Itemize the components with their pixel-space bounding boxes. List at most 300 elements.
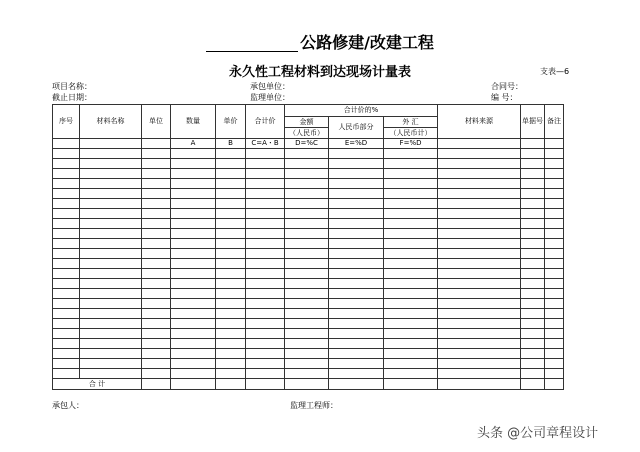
- cell: [246, 199, 285, 209]
- cell: [521, 179, 545, 189]
- table-row: [53, 309, 564, 319]
- cell: [285, 239, 329, 249]
- cell: [80, 359, 142, 369]
- cell: [171, 269, 216, 279]
- cell: [80, 179, 142, 189]
- cell: [246, 149, 285, 159]
- cell: [545, 309, 564, 319]
- cell: [438, 349, 521, 359]
- cell: [285, 219, 329, 229]
- cell: [545, 359, 564, 369]
- cell: [438, 259, 521, 269]
- cell: [545, 189, 564, 199]
- cell: [53, 239, 80, 249]
- cell: [545, 149, 564, 159]
- cell: [80, 299, 142, 309]
- title-blank-line: [206, 36, 298, 52]
- cell: [329, 199, 384, 209]
- cell: [246, 169, 285, 179]
- cell: [246, 269, 285, 279]
- cell: [285, 169, 329, 179]
- cell: [142, 379, 171, 390]
- cell: [142, 189, 171, 199]
- cell: [216, 309, 246, 319]
- cell: [285, 259, 329, 269]
- cell: [521, 329, 545, 339]
- cell: [246, 319, 285, 329]
- cell: [285, 379, 329, 390]
- cell: [285, 349, 329, 359]
- cell: [246, 369, 285, 379]
- cell: [246, 209, 285, 219]
- cell: [142, 309, 171, 319]
- cell: [171, 249, 216, 259]
- cell: [329, 149, 384, 159]
- cell: [384, 229, 438, 239]
- cell: [285, 359, 329, 369]
- cell: [246, 379, 285, 390]
- cell: [384, 149, 438, 159]
- cell: [216, 339, 246, 349]
- header-material-source: 材料来源: [438, 105, 521, 139]
- cell: [53, 279, 80, 289]
- cell: [171, 379, 216, 390]
- cell: [384, 219, 438, 229]
- table-row: [53, 269, 564, 279]
- cell: [545, 139, 564, 149]
- cell: [329, 339, 384, 349]
- cell: [216, 319, 246, 329]
- cell: [285, 289, 329, 299]
- cell: [80, 199, 142, 209]
- cell: [329, 369, 384, 379]
- cell: [216, 179, 246, 189]
- cell: [142, 329, 171, 339]
- cell: [545, 369, 564, 379]
- cell: [329, 299, 384, 309]
- cell: [171, 239, 216, 249]
- table-row: [53, 349, 564, 359]
- cell: [142, 159, 171, 169]
- cell: [438, 139, 521, 149]
- cell: [329, 229, 384, 239]
- cell: [384, 349, 438, 359]
- cell: [216, 279, 246, 289]
- total-row: [53, 379, 564, 390]
- cell: [216, 159, 246, 169]
- cell: [384, 339, 438, 349]
- cell: [53, 159, 80, 169]
- cell: [216, 379, 246, 390]
- cell: [521, 279, 545, 289]
- cell: [285, 189, 329, 199]
- cell: [246, 339, 285, 349]
- cell: [246, 229, 285, 239]
- cell: [246, 299, 285, 309]
- cell: [216, 189, 246, 199]
- cell: [384, 249, 438, 259]
- cell: [384, 169, 438, 179]
- cell: [53, 149, 80, 159]
- cell: [438, 239, 521, 249]
- cell: [216, 289, 246, 299]
- table-row: [53, 149, 564, 159]
- cell: [171, 319, 216, 329]
- cell: [53, 269, 80, 279]
- contractor-signature: 承包人：: [52, 401, 84, 410]
- cell: [53, 369, 80, 379]
- cell: [545, 329, 564, 339]
- cell: [142, 209, 171, 219]
- table-row: [53, 179, 564, 189]
- cell: [53, 139, 80, 149]
- cell: [285, 209, 329, 219]
- cell: [545, 279, 564, 289]
- cell: [438, 159, 521, 169]
- cell: [545, 239, 564, 249]
- cell: [216, 209, 246, 219]
- header-unit-price: 单价: [216, 105, 246, 139]
- header-unit: 单位: [142, 105, 171, 139]
- cell: [171, 329, 216, 339]
- measurement-table: [52, 104, 564, 390]
- cell: [142, 319, 171, 329]
- cell: [521, 349, 545, 359]
- contractor-label: 承包单位：: [250, 82, 290, 91]
- formula-total-price: C=A・B: [246, 139, 285, 149]
- cell: [53, 219, 80, 229]
- cell: [285, 329, 329, 339]
- cell: [545, 269, 564, 279]
- header-row-1: [53, 105, 564, 117]
- cell: [384, 279, 438, 289]
- cell: [285, 309, 329, 319]
- table-row: [53, 259, 564, 269]
- cell: [521, 219, 545, 229]
- cell: [216, 349, 246, 359]
- header-amount-sub: （人民币）: [285, 128, 329, 139]
- cell: [329, 309, 384, 319]
- formula-row: [53, 139, 564, 149]
- header-remarks: 备注: [545, 105, 564, 139]
- cell: [329, 239, 384, 249]
- cell: [142, 239, 171, 249]
- formula-unit-price: B: [216, 139, 246, 149]
- cell: [285, 249, 329, 259]
- table-row: [53, 249, 564, 259]
- cell: [142, 139, 171, 149]
- table-row: [53, 339, 564, 349]
- cell: [438, 199, 521, 209]
- cell: [384, 359, 438, 369]
- cell: [80, 329, 142, 339]
- cell: [329, 349, 384, 359]
- cell: [329, 329, 384, 339]
- cell: [521, 299, 545, 309]
- table-row: [53, 319, 564, 329]
- cell: [246, 249, 285, 259]
- cell: [171, 259, 216, 269]
- cell: [329, 359, 384, 369]
- table-row: [53, 219, 564, 229]
- cell: [216, 369, 246, 379]
- table-row: [53, 159, 564, 169]
- cell: [142, 219, 171, 229]
- cell: [438, 219, 521, 229]
- cell: [384, 199, 438, 209]
- cell: [545, 219, 564, 229]
- table-row: [53, 289, 564, 299]
- cell: [142, 229, 171, 239]
- cell: [171, 179, 216, 189]
- cell: [171, 209, 216, 219]
- cell: [521, 249, 545, 259]
- cell: [384, 329, 438, 339]
- cell: [384, 159, 438, 169]
- cell: [53, 249, 80, 259]
- formula-quantity: A: [171, 139, 216, 149]
- cell: [53, 179, 80, 189]
- cell: [384, 379, 438, 390]
- cell: [216, 169, 246, 179]
- cell: [80, 209, 142, 219]
- cell: [53, 259, 80, 269]
- cell: [53, 349, 80, 359]
- cell: [285, 149, 329, 159]
- header-voucher-no: 单据号: [521, 105, 545, 139]
- cell: [80, 369, 142, 379]
- contract-no-label: 合同号：: [491, 82, 523, 91]
- cell: [285, 339, 329, 349]
- table-row: [53, 209, 564, 219]
- cell: [246, 329, 285, 339]
- cell: [80, 349, 142, 359]
- cell: [545, 349, 564, 359]
- supervisor-label: 监理单位：: [250, 93, 290, 102]
- cell: [80, 159, 142, 169]
- cell: [384, 299, 438, 309]
- header-material-name: 材料名称: [80, 105, 142, 139]
- cell: [216, 229, 246, 239]
- project-name-label: 项目名称：: [52, 82, 92, 91]
- cell: [285, 369, 329, 379]
- cell: [142, 299, 171, 309]
- cell: [438, 339, 521, 349]
- cell: [53, 309, 80, 319]
- cell: [216, 269, 246, 279]
- cell: [438, 369, 521, 379]
- cell: [246, 239, 285, 249]
- cell: [53, 199, 80, 209]
- cell: [246, 219, 285, 229]
- cell: [80, 149, 142, 159]
- cell: [53, 189, 80, 199]
- cell: [521, 359, 545, 369]
- cell: [216, 299, 246, 309]
- cell: [142, 269, 171, 279]
- cell: [545, 229, 564, 239]
- cell: [142, 179, 171, 189]
- cell: [53, 169, 80, 179]
- cell: [53, 359, 80, 369]
- total-label: 合 计: [53, 379, 142, 390]
- cell: [329, 179, 384, 189]
- cell: [171, 169, 216, 179]
- cell: [80, 289, 142, 299]
- cell: [142, 359, 171, 369]
- cell: [171, 289, 216, 299]
- cell: [438, 169, 521, 179]
- cell: [216, 259, 246, 269]
- cell: [142, 169, 171, 179]
- cell: [329, 189, 384, 199]
- cell: [285, 159, 329, 169]
- cell: [216, 249, 246, 259]
- cell: [438, 229, 521, 239]
- cell: [53, 319, 80, 329]
- cell: [285, 179, 329, 189]
- cell: [521, 379, 545, 390]
- cell: [438, 289, 521, 299]
- cell: [216, 199, 246, 209]
- cell: [142, 249, 171, 259]
- header-total-price: 合计价: [246, 105, 285, 139]
- cell: [438, 269, 521, 279]
- cell: [545, 289, 564, 299]
- table-row: [53, 189, 564, 199]
- cell: [384, 189, 438, 199]
- cell: [246, 279, 285, 289]
- cell: [545, 169, 564, 179]
- cell: [521, 319, 545, 329]
- cell: [521, 289, 545, 299]
- cell: [80, 279, 142, 289]
- cell: [521, 269, 545, 279]
- cutoff-date-label: 截止日期：: [52, 93, 92, 102]
- form-code: 支表—6: [540, 67, 570, 76]
- cell: [438, 179, 521, 189]
- cell: [384, 319, 438, 329]
- cell: [545, 209, 564, 219]
- cell: [246, 309, 285, 319]
- cell: [545, 319, 564, 329]
- cell: [80, 229, 142, 239]
- cell: [171, 349, 216, 359]
- cell: [521, 239, 545, 249]
- cell: [171, 369, 216, 379]
- cell: [329, 249, 384, 259]
- table-row: [53, 329, 564, 339]
- cell: [329, 259, 384, 269]
- cell: [285, 229, 329, 239]
- cell: [142, 259, 171, 269]
- cell: [80, 139, 142, 149]
- cell: [329, 209, 384, 219]
- cell: [329, 289, 384, 299]
- cell: [171, 149, 216, 159]
- cell: [53, 299, 80, 309]
- cell: [521, 369, 545, 379]
- cell: [545, 179, 564, 189]
- cell: [329, 219, 384, 229]
- cell: [80, 239, 142, 249]
- cell: [246, 259, 285, 269]
- table-row: [53, 229, 564, 239]
- cell: [246, 189, 285, 199]
- cell: [216, 149, 246, 159]
- cell: [285, 299, 329, 309]
- cell: [384, 239, 438, 249]
- cell: [521, 189, 545, 199]
- cell: [80, 319, 142, 329]
- watermark: 头条 @公司章程设计: [477, 426, 599, 441]
- cell: [80, 189, 142, 199]
- cell: [521, 149, 545, 159]
- cell: [142, 279, 171, 289]
- cell: [545, 159, 564, 169]
- cell: [53, 209, 80, 219]
- formula-amount: D=%C: [285, 139, 329, 149]
- cell: [521, 199, 545, 209]
- table-row: [53, 369, 564, 379]
- cell: [246, 289, 285, 299]
- cell: [545, 339, 564, 349]
- cell: [521, 169, 545, 179]
- cell: [246, 159, 285, 169]
- table-row: [53, 359, 564, 369]
- cell: [329, 269, 384, 279]
- cell: [285, 199, 329, 209]
- cell: [246, 179, 285, 189]
- formula-rmb-part: E=%D: [329, 139, 384, 149]
- cell: [384, 369, 438, 379]
- cell: [285, 279, 329, 289]
- header-seq: 序号: [53, 105, 80, 139]
- cell: [142, 369, 171, 379]
- cell: [285, 319, 329, 329]
- cell: [171, 229, 216, 239]
- cell: [521, 229, 545, 239]
- cell: [171, 159, 216, 169]
- cell: [171, 199, 216, 209]
- header-foreign: 外 汇: [384, 117, 438, 128]
- cell: [142, 199, 171, 209]
- cell: [216, 359, 246, 369]
- table-row: [53, 279, 564, 289]
- cell: [216, 239, 246, 249]
- cell: [545, 199, 564, 209]
- cell: [384, 179, 438, 189]
- cell: [142, 339, 171, 349]
- table-row: [53, 169, 564, 179]
- cell: [438, 249, 521, 259]
- cell: [438, 309, 521, 319]
- cell: [171, 279, 216, 289]
- cell: [171, 339, 216, 349]
- cell: [545, 379, 564, 390]
- cell: [438, 209, 521, 219]
- cell: [171, 309, 216, 319]
- cell: [384, 289, 438, 299]
- cell: [80, 169, 142, 179]
- cell: [521, 339, 545, 349]
- cell: [246, 359, 285, 369]
- cell: [80, 249, 142, 259]
- cell: [329, 159, 384, 169]
- cell: [438, 189, 521, 199]
- cell: [171, 219, 216, 229]
- cell: [80, 269, 142, 279]
